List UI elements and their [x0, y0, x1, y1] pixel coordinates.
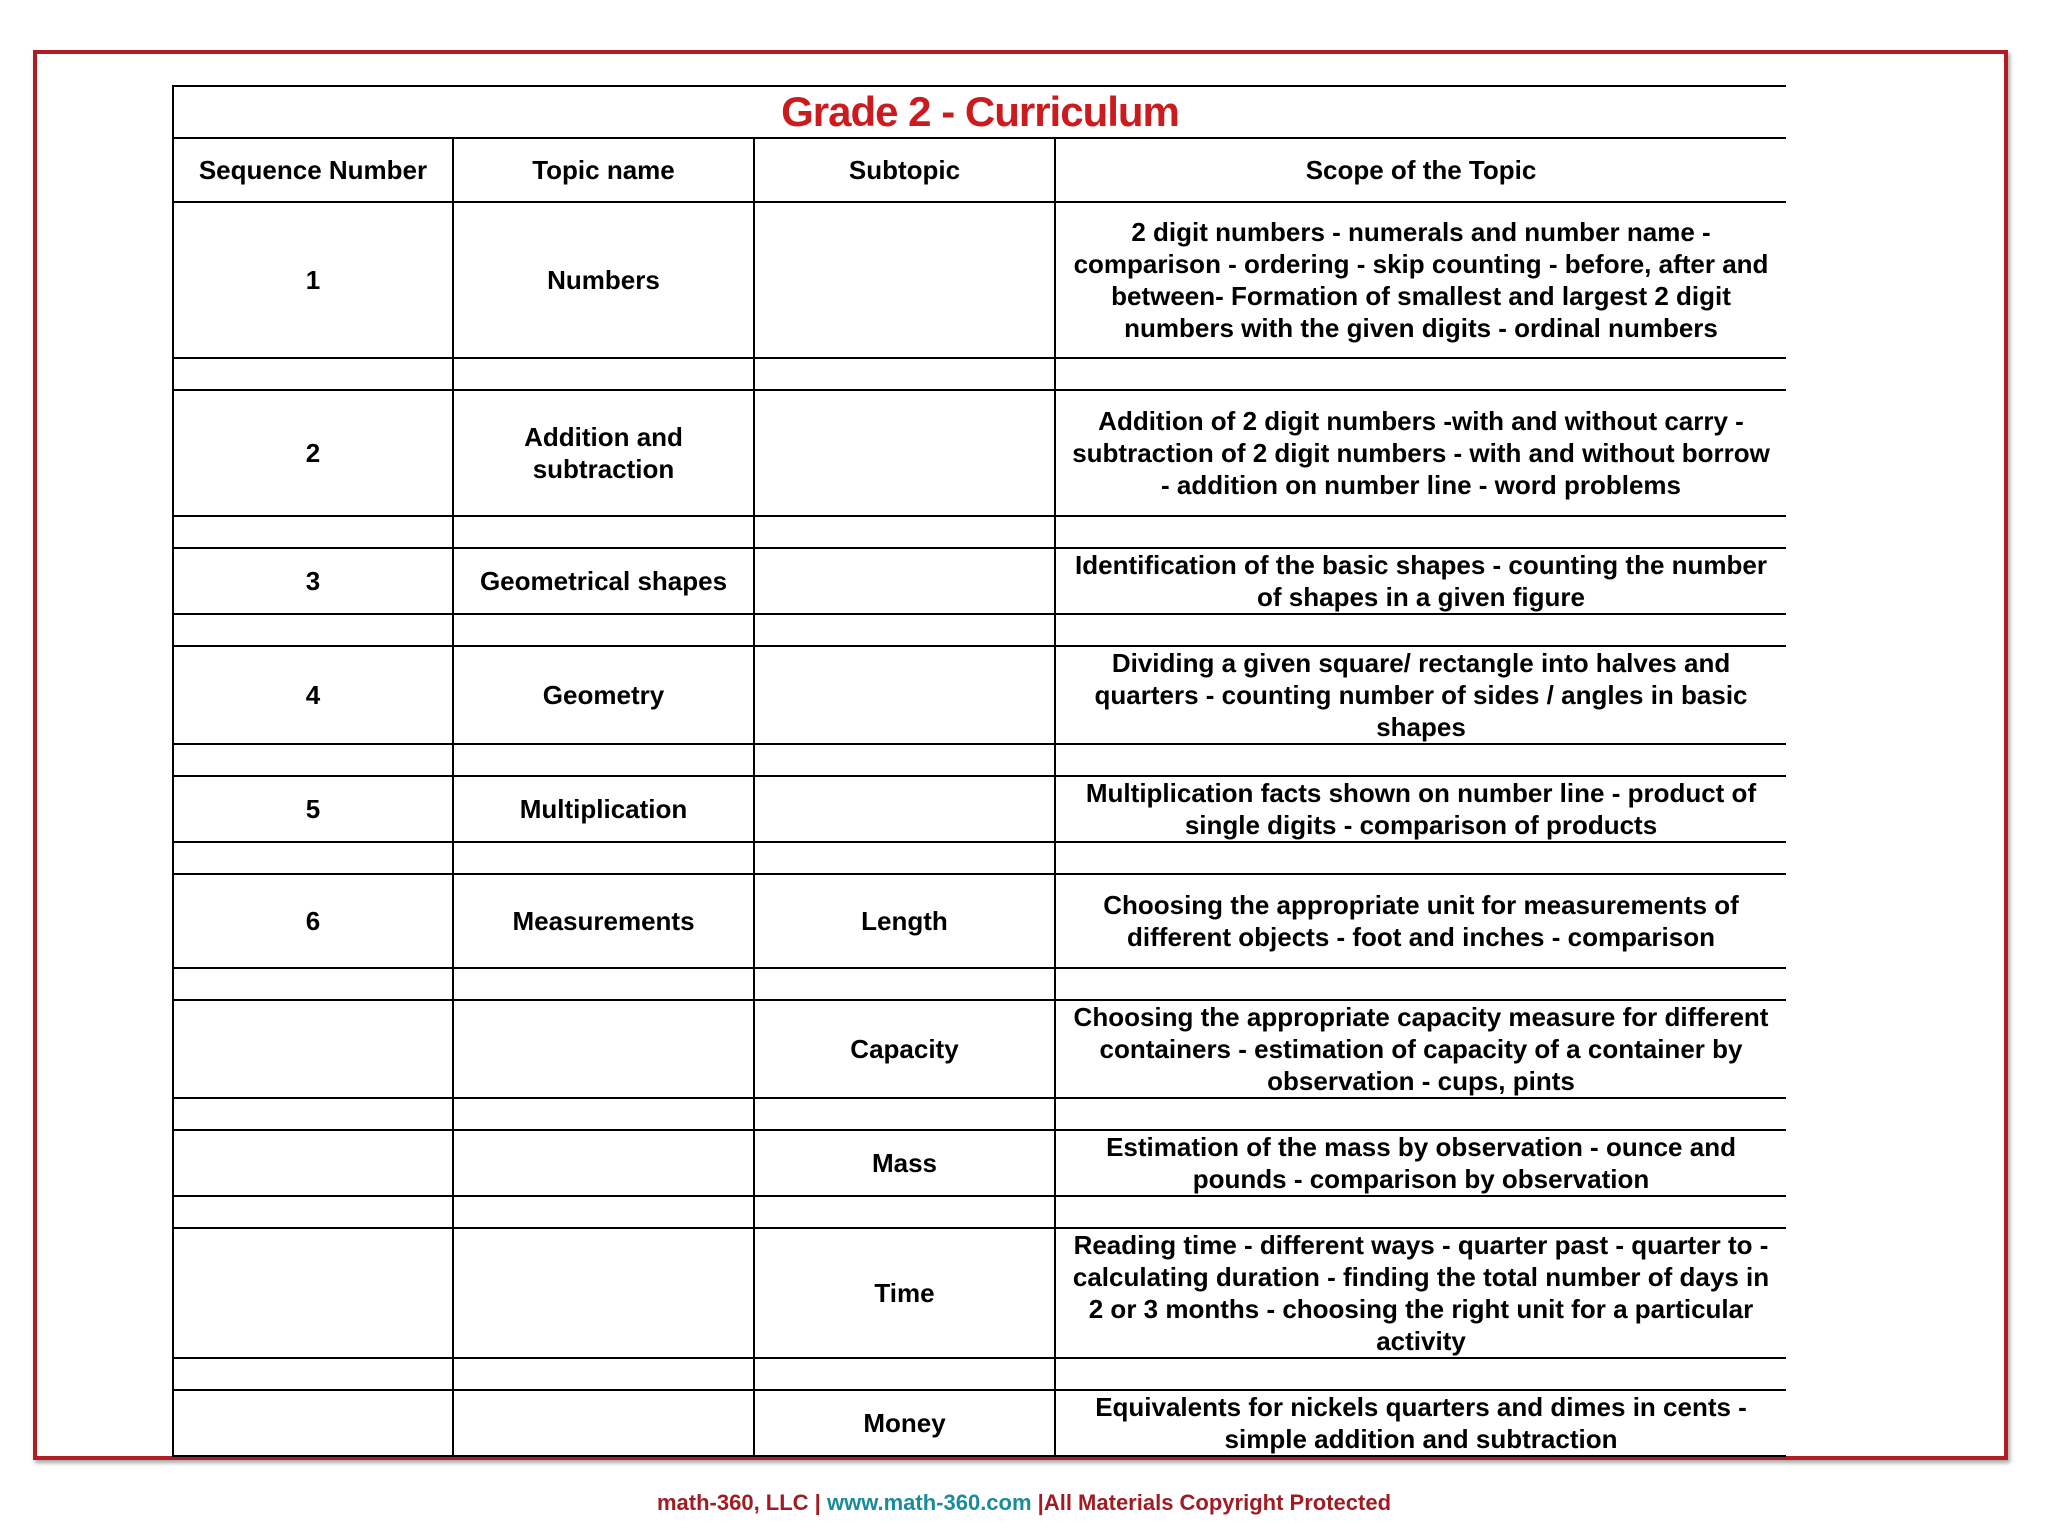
subtopic-cell [754, 202, 1055, 358]
spacer-row [173, 744, 1786, 776]
footer-website-link[interactable]: www.math-360.com [826, 1490, 1032, 1515]
spacer-row [173, 614, 1786, 646]
footer-company: math-360, LLC | [656, 1490, 821, 1515]
footer [0, 1490, 2048, 1516]
table-row [173, 1228, 1786, 1358]
sequence-number-cell: 6 [173, 874, 453, 968]
topic-name-cell: Multiplication [453, 776, 754, 842]
topic-name-cell: Addition and subtraction [453, 390, 754, 516]
subtopic-cell: Capacity [754, 1000, 1055, 1098]
sequence-number-cell: 3 [173, 548, 453, 614]
scope-cell: Identification of the basic shapes - counting the number of shapes in a given figure [1055, 548, 1786, 614]
subtopic-cell [754, 646, 1055, 744]
table-row [173, 646, 1786, 744]
subtopic-cell: Length [754, 874, 1055, 968]
sequence-number-cell [173, 1000, 453, 1098]
spacer-row [173, 1098, 1786, 1130]
topic-name-cell: Numbers [453, 202, 754, 358]
sequence-number-cell [173, 1228, 453, 1358]
topic-name-cell [453, 1390, 754, 1456]
topic-name-cell [453, 1130, 754, 1196]
subtopic-cell [754, 776, 1055, 842]
scope-cell: Dividing a given square/ rectangle into halves and quarters - counting number of sides / angles in basic shapes [1055, 646, 1786, 744]
page-title: Grade 2 - Curriculum [173, 86, 1786, 138]
spacer-row [173, 1196, 1786, 1228]
scope-cell: Equivalents for nickels quarters and dimes in cents - simple addition and subtraction [1055, 1390, 1786, 1456]
scope-cell: Estimation of the mass by observation - ounce and pounds - comparison by observation [1055, 1130, 1786, 1196]
subtopic-cell: Time [754, 1228, 1055, 1358]
header-sequence-number: Sequence Number [173, 138, 453, 202]
spacer-row [173, 968, 1786, 1000]
scope-cell: 2 digit numbers - numerals and number name - comparison - ordering - skip counting - before, after and between- Formation of smallest and largest 2 digit numbers with the given digits - ordinal numbers [1055, 202, 1786, 358]
subtopic-cell: Money [754, 1390, 1055, 1456]
scope-cell: Choosing the appropriate unit for measurements of different objects - foot and inches - comparison [1055, 874, 1786, 968]
topic-name-cell [453, 1228, 754, 1358]
table-row [173, 1130, 1786, 1196]
scope-cell: Choosing the appropriate capacity measure for different containers - estimation of capacity of a container by observation - cups, pints [1055, 1000, 1786, 1098]
sequence-number-cell [173, 1390, 453, 1456]
sequence-number-cell: 1 [173, 202, 453, 358]
sequence-number-cell [173, 1130, 453, 1196]
subtopic-cell [754, 390, 1055, 516]
spacer-row [173, 516, 1786, 548]
scope-cell: Multiplication facts shown on number line - product of single digits - comparison of products [1055, 776, 1786, 842]
subtopic-cell [754, 548, 1055, 614]
sequence-number-cell: 5 [173, 776, 453, 842]
header-scope: Scope of the Topic [1055, 138, 1786, 202]
table-row [173, 202, 1786, 358]
table-row [173, 1390, 1786, 1456]
table-row [173, 1000, 1786, 1098]
sequence-number-cell: 2 [173, 390, 453, 516]
sequence-number-cell: 4 [173, 646, 453, 744]
topic-name-cell: Geometry [453, 646, 754, 744]
header-subtopic: Subtopic [754, 138, 1055, 202]
subtopic-cell: Mass [754, 1130, 1055, 1196]
spacer-row [173, 1358, 1786, 1390]
curriculum-table [172, 85, 1786, 1457]
spacer-row [173, 358, 1786, 390]
table-row [173, 548, 1786, 614]
table-row [173, 776, 1786, 842]
scope-cell: Reading time - different ways - quarter past - quarter to - calculating duration - finding the total number of days in 2 or 3 months - choosing the right unit for a particular activity [1055, 1228, 1786, 1358]
topic-name-cell: Geometrical shapes [453, 548, 754, 614]
table-row [173, 874, 1786, 968]
header-row [173, 138, 1786, 202]
topic-name-cell: Measurements [453, 874, 754, 968]
footer-copyright: |All Materials Copyright Protected [1037, 1490, 1392, 1515]
header-topic-name: Topic name [453, 138, 754, 202]
table-row [173, 390, 1786, 516]
topic-name-cell [453, 1000, 754, 1098]
scope-cell: Addition of 2 digit numbers -with and without carry - subtraction of 2 digit numbers - with and without borrow - addition on number line - word problems [1055, 390, 1786, 516]
spacer-row [173, 842, 1786, 874]
